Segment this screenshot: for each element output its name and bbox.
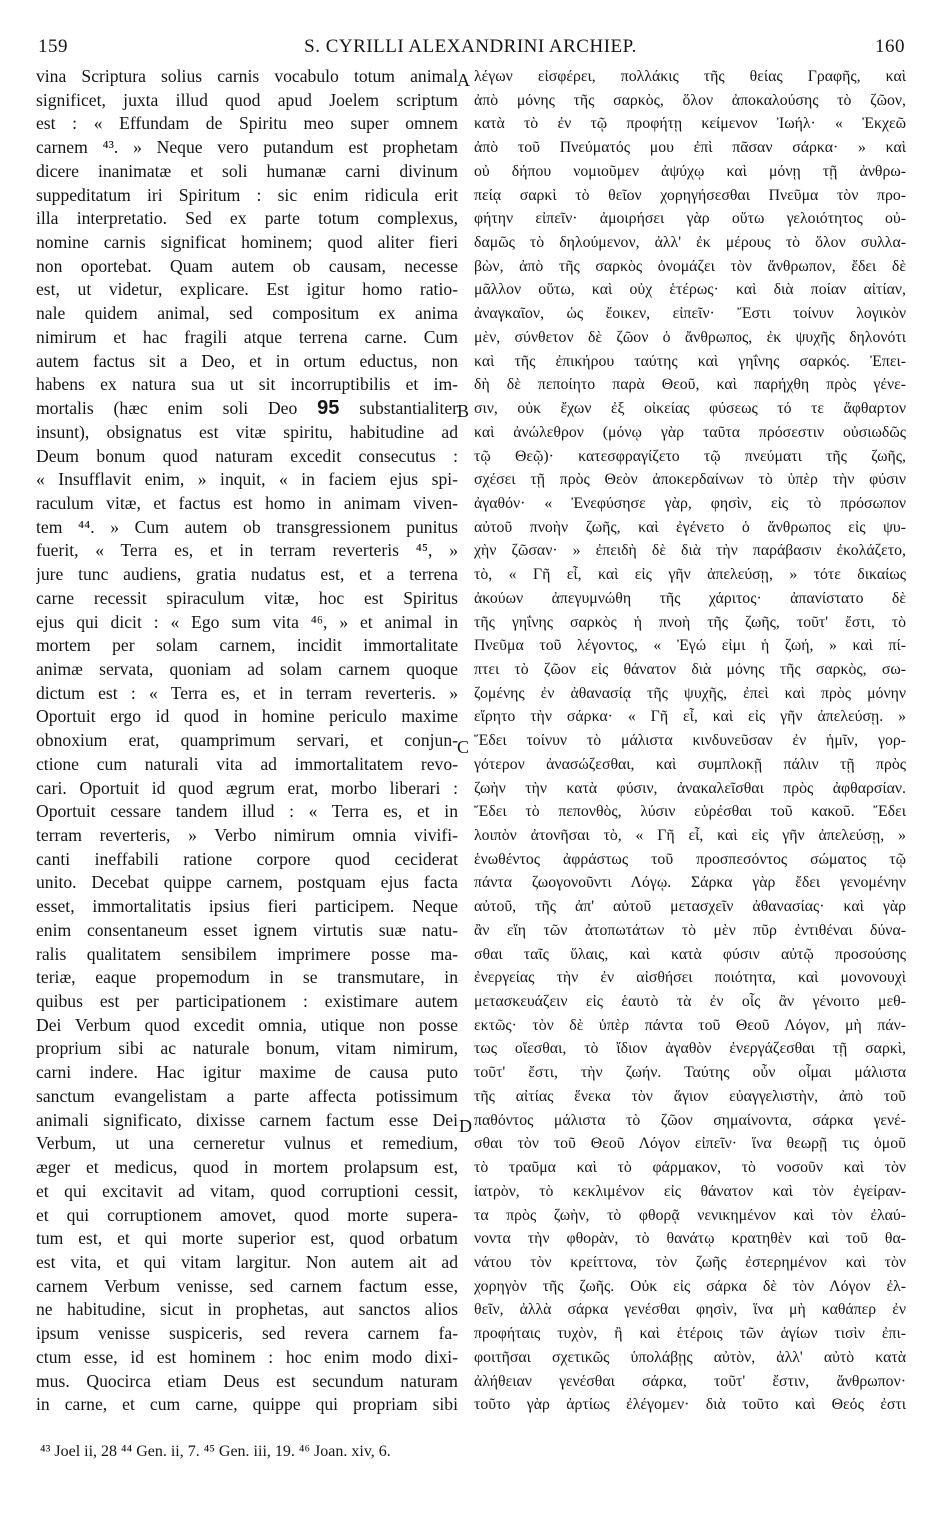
latin-line: Deum bonum quod naturam excedit consecutus : — [36, 445, 458, 466]
greek-line: τοῦτ' ἔστι, τὴν ζωήν. Ταύτης οὖν οἶμαι μάλιστα — [474, 1064, 906, 1082]
latin-line: animæ servata, quoniam ad solam carnem quoque — [36, 658, 458, 679]
greek-line: σθαι ταῖς ὕλαις, καὶ κατὰ φύσιν αὐτῷ προσούσης — [474, 945, 906, 963]
latin-line: ralis qualitatem sensibilem imprimere posse ma- — [36, 943, 458, 964]
greek-line: καὶ τῆς ἐπικήρου ταύτης καὶ γηΐνης σαρκός. Ἐπει- — [474, 352, 906, 370]
greek-line: κατὰ τὸ ἐν τῷ προφήτῃ κείμενον Ἰωήλ· « Ἐκχεῶ — [474, 115, 906, 133]
greek-line: φήτην εἰπεῖν· ἀμοιρήσει γὰρ οὕτω γελοιότητος οὐ- — [474, 210, 906, 228]
greek-line: αὐτοῦ, τῆς ἀπ' αὐτοῦ μετασχεῖν ἀθανασίας· καὶ γὰρ — [474, 898, 906, 916]
greek-line: ἀπὸ μόνης τῆς σαρκὸς, ὅλον ἀποκαλούσης τὸ ζῶον, — [474, 91, 906, 109]
latin-line: carne recessit spiraculum vitæ, hoc est Spiritus — [36, 587, 458, 608]
section-marker-d: D — [459, 1116, 472, 1136]
greek-line: καὶ ἀνώλεθρον (μόνῳ γὰρ ταῦτα πρόσεστιν οὐσιωδῶς — [474, 423, 906, 441]
greek-line: ἀκούων ἀπεγυμνώθη τῆς χάριτος· ἀπανίστατο δὲ — [474, 589, 906, 607]
greek-line: ζομένης ἐν ἀθανασίᾳ τῆς ψυχῆς, ἐπεὶ καὶ πρὸς μόνην — [474, 684, 906, 702]
greek-line: Ἔδει τὸ πεπονθὸς, λύσιν εὑρέσθαι τοῦ κακοῦ. Ἔδει — [474, 803, 906, 821]
greek-line: ἑνωθέντος ἀφράστως τοῦ προσπεσόντος σώματος τῷ — [474, 850, 906, 868]
latin-line: sanctum evangelistam a parte affecta potissimum — [36, 1085, 458, 1106]
latin-line: dicere inanimatæ et soli humanæ carni divinum — [36, 160, 458, 181]
latin-line: carnem Verbum venisse, sed carnem factum esse, — [36, 1275, 458, 1296]
section-marker-c: C — [457, 737, 470, 757]
latin-line: nomine carnis significat hominem; quod aliter fieri — [36, 232, 458, 253]
greek-line: ἀλήθειαν γενέσθαι σάρκα, τοῦτ' ἔστιν, ἄνθρωπον· — [474, 1372, 906, 1390]
section-marker-a: A — [457, 70, 470, 90]
greek-line: χορηγὸν τῆς ζωῆς. Οὐκ εἰς σάρκα δὲ τὸν Λόγον ἐλ- — [474, 1277, 906, 1295]
section-marker-b: B — [457, 401, 470, 421]
running-header — [30, 36, 911, 58]
latin-line: animali significato, dixisse carnem factum esse Dei — [36, 1109, 458, 1130]
greek-line: εἴρητο τὴν σάρκα· « Γῆ εἶ, καὶ εἰς γῆν ἀπελεύσῃ. » — [474, 708, 906, 726]
migne-page-number: 95 — [317, 397, 340, 420]
latin-line: et qui excitavit ad vitam, quod corruptioni cessit, — [36, 1180, 458, 1201]
greek-line: τῷ Θεῷ)· κατεσφραγίζετο τῷ πνεύματι τῆς ζωῆς, — [474, 447, 906, 465]
greek-line: φοιτῆσαι σχετικῶς ὑπολάβῃς αὐτὸν, ἀλλ' αὐτὸ κατὰ — [474, 1348, 906, 1366]
latin-line: suppeditatum iri Spiritum : sic enim ridicula erit — [36, 184, 458, 205]
greek-line: τὸ τραῦμα καὶ τὸ φάρμακον, τὸ νοσοῦν καὶ τὸν — [474, 1159, 906, 1177]
latin-line: dictum est : « Terra es, et in terram reverteris. » — [36, 682, 458, 703]
latin-line: ejus qui dicit : « Ego sum vita ⁴⁶, » et animal in — [36, 611, 458, 632]
greek-line: εκτῶς· τὸν δὲ ὑπὲρ πάντα τοῦ Θεοῦ Λόγον, μὴ πάν- — [474, 1016, 906, 1034]
latin-line: illa interpretatio. Sed ex parte totum complexus, — [36, 208, 458, 229]
greek-line: βὼν, ἀπὸ τῆς σαρκὸς ὀνομάζει τὸν ἄνθρωπον, ἔδει δὲ — [474, 257, 906, 275]
latin-line: nimirum et hac fragili atque terrena carne. Cum — [36, 326, 458, 347]
greek-line: θεῖν, ἀλλὰ σάρκα γενέσθαι φησὶν, ἵνα μὴ καθάπερ ἐν — [474, 1301, 906, 1319]
greek-line: ἀπὸ τοῦ Πνεύματός μου ἐπὶ πᾶσαν σάρκα· » καὶ — [474, 139, 906, 157]
latin-line: Verbum, ut una cerneretur vulnus et remedium, — [36, 1133, 458, 1154]
greek-line: πτει τὸ ζῶον εἰς θάνατον διὰ μόνης τῆς σαρκὸς, σω- — [474, 660, 906, 678]
greek-line: λοιπὸν ἀτονῆσαι τὸ, « Γῆ εἶ, καὶ εἰς γῆν ἀπελεύσῃ, » — [474, 827, 906, 844]
latin-line: est, ut videtur, explicare. Est igitur homo ratio- — [36, 279, 458, 300]
latin-line: cari. Oportuit id quod ægrum erat, morbo liberari : — [36, 777, 458, 798]
latin-line: insunt), obsignatus est vitæ spiritu, habitudine ad — [36, 421, 458, 442]
greek-line: σθαι τὸν τοῦ Θεοῦ Λόγον εἰπεῖν· ἵνα θεωρῇ τις ὁμοῦ — [474, 1135, 906, 1153]
greek-line: τῆς γηΐνης σαρκὸς ἡ πνοὴ τῆς ζωῆς, τοῦτ' ἔστι, τὸ — [474, 613, 906, 631]
latin-line: mortem per solam carnem, incidit immortalitate — [36, 635, 458, 656]
greek-line: μᾶλλον οὕτω, καὶ οὐχ ἑτέρως· καὶ διὰ ποίαν αἰτίαν, — [474, 281, 906, 299]
greek-line: πάντα ζωογονοῦντι Λόγῳ. Σάρκα γὰρ ἔδει γενομένην — [474, 874, 906, 892]
greek-line: ἰατρὸν, τὸ κεκλιμένον εἰς θάνατον καὶ τὸν ἐγείραν- — [474, 1182, 906, 1200]
latin-line: esset, immortalitatis ipsius fieri participem. Neque — [36, 896, 458, 917]
greek-line: οὐ δήπου νομιοῦμεν ἀψύχῳ καὶ μόνῃ τῇ ἀνθρω- — [474, 162, 906, 180]
latin-line: raculum vitæ, et factus est homo in animam viven- — [36, 492, 458, 513]
greek-line: δὴ δὲ πεποίητο παρὰ Θεοῦ, καὶ παρήχθη πρὸς γένε- — [474, 376, 906, 394]
greek-line: ζωὴν τὴν κατὰ φύσιν, ἀνακαλεῖσθαι πρὸς ἀφθαρσίαν. — [474, 779, 906, 797]
greek-line: αὐτοῦ πνοὴν ζωῆς, καὶ ἐγένετο ὁ ἄνθρωπος εἰς ψυ- — [474, 518, 906, 536]
greek-line: ἐνεργείας τὴν ἐν αἰσθήσει ποιότητα, καὶ μονονουχὶ — [474, 969, 906, 987]
latin-line: ctum esse, id est hominem : hoc enim modo dixi- — [36, 1346, 458, 1367]
greek-line: ἀναγκαῖον, ὡς ἔοικεν, εἰπεῖν· Ἔστι τοίνυν λογικὸν — [474, 305, 906, 323]
greek-line: τοῦτο γὰρ ἀρτίως ἐλέγομεν· διὰ τοῦτο καὶ Θεός ἐστι — [474, 1396, 906, 1414]
latin-line: vina Scriptura solius carnis vocabulo totum animal — [36, 66, 458, 86]
page-number-right: 160 — [875, 36, 905, 57]
latin-line: non oportebat. Quam autem ob causam, necesse — [36, 255, 458, 276]
greek-line: Πνεῦμα τοῦ λέγοντος, « Ἐγώ εἰμι ἡ ζωή, » καὶ πί- — [474, 637, 906, 655]
latin-line: tem ⁴⁴. » Cum autem ob transgressionem punitus — [36, 516, 458, 537]
latin-line: quibus est per participationem : existimare autem — [36, 991, 458, 1012]
latin-line: unito. Decebat quippe carnem, postquam ejus facta — [36, 872, 458, 893]
greek-column — [474, 65, 906, 1417]
greek-line: μετασκευάζειν εἰς ἑαυτὸ τὰ ἐν οἷς ἂν γένοιτο μεθ- — [474, 993, 906, 1011]
latin-line: autem factus sit a Deo, et in ortum eductus, non — [36, 350, 458, 371]
latin-line: ipsum venisse suspiceris, sed revera carnem fa- — [36, 1323, 458, 1344]
greek-line: τῆς αἰτίας ἕνεκα τὸν ἅγιον εὐαγγελιστὴν, ἀπὸ τοῦ — [474, 1087, 906, 1105]
greek-line: νάτου τὸν κρείττονα, τὸν ζωῆς ἐστερημένον καὶ τὸν — [474, 1253, 906, 1271]
latin-line: est : « Effundam de Spiritu meo super omnem — [36, 113, 458, 134]
greek-line: δαμῶς τὸ δηλούμενον, ἀλλ' ἐκ μέρους τὸ ὅλον συλλα- — [474, 234, 906, 252]
greek-line: παθόντος μάλιστα τὸ ζῶον σημαίνοντα, σάρκα γενέ- — [474, 1111, 906, 1129]
greek-line: σχέσει τῇ πρὸς Θεὸν ἀποκερδαίνων τὸ ὑπὲρ τὴν φύσιν — [474, 471, 906, 489]
latin-line: mus. Quocirca etiam Deus est secundum naturam — [36, 1370, 458, 1391]
footnotes: ⁴³ Joel ii, 28 ⁴⁴ Gen. ii, 7. ⁴⁵ Gen. iii, 19. ⁴⁶ Joan. xiv, 6. — [40, 1443, 391, 1460]
greek-line: προφήταις τυχὸν, ἢ καὶ ἑτέροις τῶν ἁγίων τισὶν ἐπι- — [474, 1325, 906, 1343]
page-title: S. CYRILLI ALEXANDRINI ARCHIEP. — [304, 36, 637, 57]
latin-line: nale quidem animal, sed compositum ex anima — [36, 303, 458, 324]
greek-line: γότερον ἀνασώζεσθαι, καὶ συμπλοκῇ πάλιν τῇ πρὸς — [474, 755, 906, 773]
latin-line: mortalis (hæc enim soli Deo 95 substantialiter — [36, 397, 458, 420]
greek-line: ἀγαθόν· « Ἐνεφύσησε γὰρ, φησὶν, εἰς τὸ πρόσωπον — [474, 494, 906, 512]
latin-line: obnoxium erat, quamprimum servari, et conjun- — [36, 730, 458, 751]
latin-line: habens ex natura sua ut sit incorruptibilis et im- — [36, 374, 458, 395]
latin-line: carni indere. Hac igitur maxime de causa puto — [36, 1062, 458, 1083]
latin-column — [36, 65, 458, 1417]
greek-line: χὴν ζῶσαν· » ἐπειδὴ δὲ διὰ τὴν παράβασιν ἐκολάζετο, — [474, 542, 906, 560]
greek-line: ἂν εἴη τῶν ἀτοπωτάτων τὸ μὲν πῦρ ἐντιθέναι δύνα- — [474, 921, 906, 939]
latin-line: proprium sibi ac naturale bonum, vitam nimirum, — [36, 1038, 458, 1059]
latin-line: jure tunc audiens, gratia nudatus est, et a terrena — [36, 564, 458, 585]
latin-line: in carne, et cum carne, quippe qui propriam sibi — [36, 1394, 458, 1415]
latin-line: Oportuit cessare tandem illud : « Terra es, et in — [36, 801, 458, 822]
latin-line: Dei Verbum quod excedit omnia, utique non posse — [36, 1014, 458, 1035]
latin-line: terram reverteris, » Verbo nimirum omnia vivifi- — [36, 825, 458, 845]
greek-line: τὸ, « Γῆ εἶ, καὶ εἰς γῆν ἀπελεύσῃ, » τότε δικαίως — [474, 566, 906, 584]
greek-line: Ἔδει τοίνυν τὸ μάλιστα κινδυνεῦσαν ἐν ἡμῖν, γορ- — [474, 732, 906, 750]
page-number-left: 159 — [38, 36, 68, 57]
latin-line: teriæ, eaque propemodum in se transmutare, in — [36, 967, 458, 988]
latin-line: æger et medicus, quod in mortem prolapsum est, — [36, 1157, 458, 1178]
latin-line: ctione cum naturali vita ad immortalitatem revo- — [36, 753, 458, 774]
greek-line: νοντα τὴν φθορὰν, τὸ θανάτῳ κρατηθὲν καὶ τοῦ θα- — [474, 1230, 906, 1248]
latin-line: enim consentaneum esset ignem virtutis suæ natu- — [36, 919, 458, 940]
greek-line: λέγων εἰσφέρει, πολλάκις τῆς θείας Γραφῆς, καὶ — [474, 68, 906, 85]
latin-line: canti ineffabili ratione corpore quod ceciderat — [36, 848, 458, 869]
greek-line: πείᾳ σαρκὶ τὸ θεῖον χορηγήσεσθαι Πνεῦμα τὸν προ- — [474, 186, 906, 204]
latin-line: est vita, et qui vitam largitur. Non autem ait ad — [36, 1251, 458, 1272]
latin-line: tum est, et qui morte superior est, quod orbatum — [36, 1228, 458, 1249]
greek-line: τα πρὸς ζωὴν, τὸ φθορᾷ νενικημένον καὶ τὸν ἐλαύ- — [474, 1206, 906, 1224]
latin-line: Oportuit ergo id quod in homine periculo maxime — [36, 706, 458, 727]
latin-line: carnem ⁴³. » Neque vero putandum est prophetam — [36, 137, 458, 158]
latin-line: « Insufflavit enim, » inquit, « in faciem ejus spi- — [36, 469, 458, 490]
latin-line: fuerit, « Terra es, et in terram reverteris ⁴⁵, » — [36, 540, 458, 561]
latin-line: et qui corruptionem amovet, quod morte supera- — [36, 1204, 458, 1225]
greek-line: τως οἴεσθαι, τὸ ἴδιον ἀγαθὸν ἐνεργάζεσθαι τῇ σαρκὶ, — [474, 1040, 906, 1058]
greek-line: σιν, οὐκ ἔχων ἐξ οἰκείας φύσεως τό τε ἄφθαρτον — [474, 400, 906, 418]
latin-line: significet, juxta illud quod apud Joelem scriptum — [36, 89, 458, 110]
latin-line: ne habitudine, sicut in prophetas, aut sanctos alios — [36, 1299, 458, 1320]
greek-line: μὲν, σύνθετον δὲ ζῶον ὁ ἄνθρωπος, ἐκ ψυχῆς δηλονότι — [474, 328, 906, 346]
